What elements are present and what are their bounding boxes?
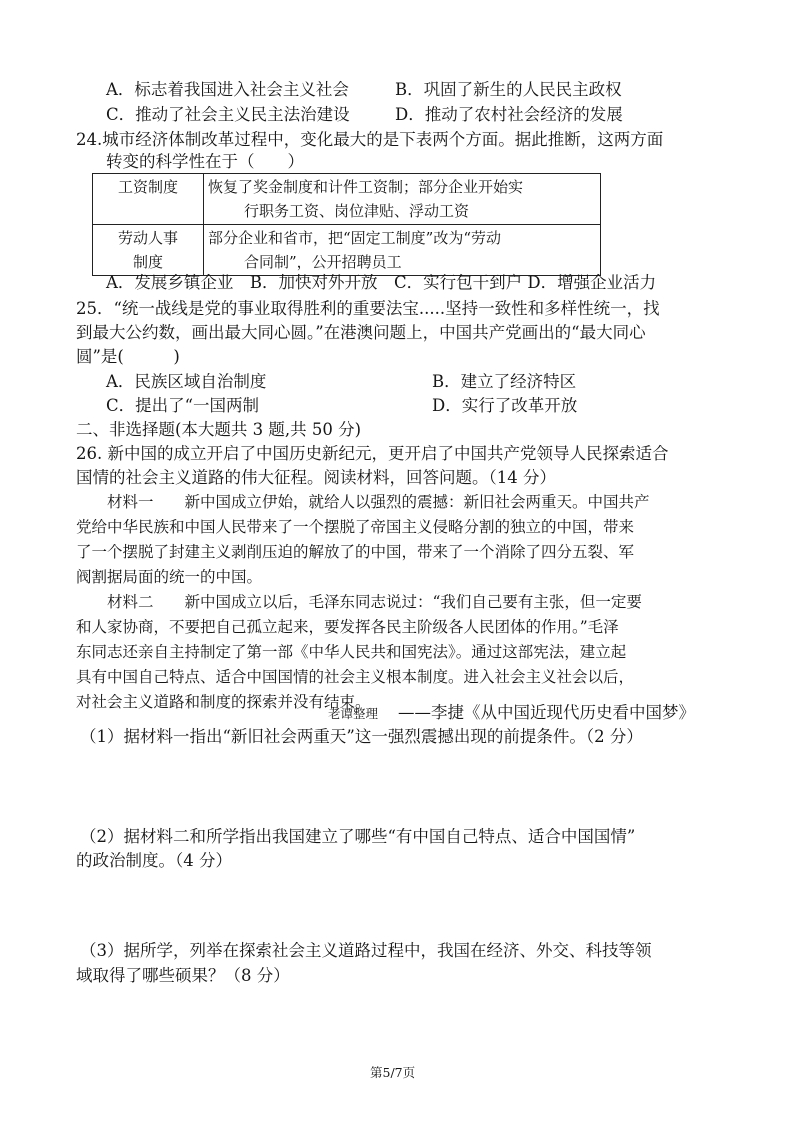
section-heading: 二、非选择题(本大题共 3 题,共 50 分)	[76, 420, 362, 439]
q26-stem-line1: 26. 新中国的成立开启了中国历史新纪元，更开启了中国共产党领导人民探索适合	[76, 444, 669, 463]
q25-option-c: C．提出了“一国两制	[106, 396, 260, 415]
q26-sub1: （1）据材料一指出“新旧社会两重天”这一强烈震撼出现的前提条件。（2 分）	[80, 727, 643, 746]
material2-line: 东同志还亲自主持制定了第一部《中华人民共和国宪法》。通过这部宪法，建立起	[76, 643, 627, 661]
q23-option-a: A．标志着我国进入社会主义社会	[106, 80, 349, 99]
q26-sub2-line2: 的政治制度。（4 分）	[76, 851, 232, 870]
material1-line: 了一个摆脱了封建主义剥削压迫的解放了的中国，带来了一个消除了四分五裂、军	[76, 543, 635, 561]
cell-line: 合同制”，公开招聘员工	[244, 253, 402, 271]
cell-line: 行职务工资、岗位津贴、浮动工资	[244, 202, 470, 220]
material2-line: 材料二 新中国成立以后，毛泽东同志说过：“我们自己要有主张，但一定要	[76, 593, 642, 611]
cell-line: 制度	[132, 253, 163, 271]
q25-option-d: D．实行了改革开放	[432, 396, 578, 415]
q25-stem-line3: 圆”是( )	[76, 347, 180, 366]
material1-line: 阀割据局面的统一的中国。	[76, 568, 263, 586]
table-cell-label	[93, 225, 204, 276]
q24-options: A．发展乡镇企业 B．加快对外开放 C．实行包干到户 D．增强企业活力	[106, 273, 657, 292]
q26-sub2-line1: （2）据材料二和所学指出我国建立了哪些“有中国自己特点、适合中国国情”	[80, 827, 636, 846]
compiler-note: 老谭整理	[328, 706, 379, 721]
q23-option-b: B．巩固了新生的人民民主政权	[395, 80, 622, 99]
table-row	[93, 225, 601, 276]
q23-option-d: D．推动了农村社会经济的发展	[395, 105, 623, 124]
q24-stem-line2: 转变的科学性在于（ ）	[106, 152, 304, 171]
material2-line: 具有中国自己特点、适合中国国情的社会主义根本制度。进入社会主义社会以后，	[76, 668, 635, 686]
q26-sub3-line2: 域取得了哪些硕果？（8 分）	[76, 966, 290, 985]
page-number: 第5/7页	[370, 1065, 416, 1080]
table-row	[93, 174, 601, 225]
q26-stem-line2: 国情的社会主义道路的伟大征程。阅读材料，回答问题。（14 分）	[76, 468, 556, 487]
material2-line: 对社会主义道路和制度的探索并没有结束。	[76, 693, 371, 711]
q24-stem-line1: 24.城市经济体制改革过程中，变化最大的是下表两个方面。据此推断，这两方面	[76, 130, 664, 149]
material1-line: 材料一 新中国成立伊始，就给人以强烈的震撼：新旧社会两重天。中国共产	[76, 493, 650, 511]
q25-option-b: B．建立了经济特区	[432, 372, 577, 391]
material2-line: 和人家协商，不要把自己孤立起来，要发挥各民主阶级各人民团体的作用。”毛泽	[76, 618, 619, 636]
material1-line: 党给中华民族和中国人民带来了一个摆脱了帝国主义侵略分割的独立的中国，带来	[76, 518, 635, 536]
cell-line: 部分企业和省市，把“固定工制度”改为“劳动	[208, 229, 502, 247]
cell-line: 工资制度	[117, 178, 178, 196]
table-cell-label	[93, 174, 204, 225]
q26-sub3-line1: （3）据所学，列举在探索社会主义道路过程中，我国在经济、外交、科技等领	[80, 941, 652, 960]
source-citation: ——李捷《从中国近现代历史看中国梦》	[398, 703, 695, 722]
q25-stem-line1: 25．“统一战线是党的事业取得胜利的重要法宝.....坚持一致性和多样性统一，找	[76, 299, 660, 318]
cell-line: 恢复了奖金制度和计件工资制；部分企业开始实	[208, 178, 524, 196]
q23-option-c: C．推动了社会主义民主法治建设	[106, 105, 350, 124]
table-cell-content	[204, 174, 601, 225]
q25-option-a: A．民族区域自治制度	[106, 372, 267, 391]
q25-stem-line2: 到最大公约数，画出最大同心圆。”在港澳问题上，中国共产党画出的“最大同心	[76, 323, 646, 342]
cell-line: 劳动人事	[117, 229, 178, 247]
table-cell-content	[204, 225, 601, 276]
q24-table	[92, 173, 601, 276]
